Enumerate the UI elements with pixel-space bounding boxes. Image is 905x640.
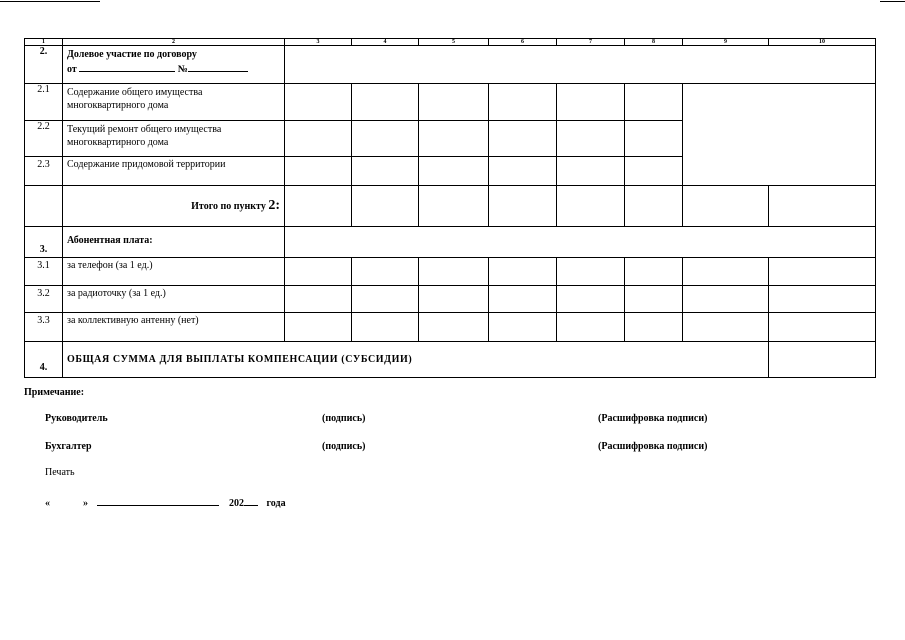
empty-cell (285, 227, 876, 258)
value-cell (557, 258, 625, 286)
value-cell (285, 84, 352, 121)
value-cell (557, 84, 625, 121)
scan-edge (0, 0, 905, 4)
quote-open: « (45, 498, 50, 509)
row-number: 3.1 (25, 258, 63, 286)
value-cell (489, 286, 557, 313)
value-cell (285, 286, 352, 313)
head-signature: (подпись) (322, 413, 366, 424)
merged-empty-cell (683, 84, 876, 186)
value-cell (285, 313, 352, 342)
accountant-label: Бухгалтер (45, 441, 92, 452)
table-row (25, 84, 876, 121)
value-cell (489, 84, 557, 121)
row-number: 2.1 (25, 84, 63, 121)
empty-cell (285, 46, 876, 84)
row-number: 4. (25, 342, 63, 378)
value-cell (683, 258, 769, 286)
subsidy-table (24, 38, 876, 378)
row-text: за коллективную антенну (нет) (63, 313, 285, 342)
value-cell (625, 121, 683, 157)
accountant-decoding: (Расшифровка подписи) (598, 441, 708, 452)
number-blank-line (188, 62, 248, 72)
value-cell (683, 313, 769, 342)
quote-close: » (83, 498, 88, 509)
total-label (63, 186, 285, 227)
table-row (25, 227, 876, 258)
value-cell (419, 121, 489, 157)
col-number: 3 (285, 39, 352, 46)
value-cell (489, 157, 557, 186)
date-line (45, 495, 286, 509)
value-cell (769, 342, 876, 378)
value-cell (419, 258, 489, 286)
value-cell (419, 84, 489, 121)
head-label: Руководитель (45, 413, 108, 424)
row-number: 3. (25, 227, 63, 258)
value-cell (352, 121, 419, 157)
value-cell (557, 286, 625, 313)
total-item-number: 2: (268, 198, 280, 213)
value-cell (285, 121, 352, 157)
column-numbers-row (25, 39, 876, 46)
col-number: 7 (557, 39, 625, 46)
col-number: 4 (352, 39, 419, 46)
row-text: Текущий ремонт общего имущества многоквартирного дома (63, 121, 285, 157)
table-row (25, 286, 876, 313)
year-word: года (266, 498, 286, 509)
value-cell (683, 186, 769, 227)
number-sign: № (177, 64, 188, 75)
total-row (25, 186, 876, 227)
value-cell (625, 313, 683, 342)
row-title (63, 46, 285, 84)
value-cell (489, 121, 557, 157)
col-number: 5 (419, 39, 489, 46)
value-cell (489, 258, 557, 286)
col-number: 2 (63, 39, 285, 46)
row-title: Абонентная плата: (63, 227, 285, 258)
total-text: Итого по пункту (191, 201, 269, 212)
value-cell (769, 313, 876, 342)
value-cell (489, 186, 557, 227)
col-number: 1 (25, 39, 63, 46)
grand-total-label: ОБЩАЯ СУММА ДЛЯ ВЫПЛАТЫ КОМПЕНСАЦИИ (СУБСИДИИ) (63, 342, 769, 378)
value-cell (352, 186, 419, 227)
stamp-label: Печать (45, 467, 75, 478)
value-cell (557, 121, 625, 157)
value-cell (352, 84, 419, 121)
value-cell (769, 286, 876, 313)
col-number: 8 (625, 39, 683, 46)
row-number: 2.3 (25, 157, 63, 186)
value-cell (419, 286, 489, 313)
year-prefix: 202 (229, 498, 244, 509)
value-cell (352, 258, 419, 286)
head-decoding: (Расшифровка подписи) (598, 413, 708, 424)
year-blank-line (244, 495, 258, 506)
value-cell (769, 258, 876, 286)
table-row (25, 46, 876, 84)
row-text: Содержание общего имущества многоквартирного дома (63, 84, 285, 121)
value-cell (285, 157, 352, 186)
contract-share-title: Долевое участие по договору (67, 49, 197, 60)
value-cell (285, 186, 352, 227)
value-cell (352, 157, 419, 186)
month-blank-line (97, 495, 219, 506)
row-text: за радиоточку (за 1 ед.) (63, 286, 285, 313)
value-cell (352, 286, 419, 313)
table-row (25, 313, 876, 342)
col-number: 9 (683, 39, 769, 46)
value-cell (625, 84, 683, 121)
row-number: 2. (25, 46, 63, 84)
value-cell (625, 258, 683, 286)
row-text: за телефон (за 1 ед.) (63, 258, 285, 286)
row-text: Содержание придомовой территории (63, 157, 285, 186)
col-number: 6 (489, 39, 557, 46)
table-row (25, 258, 876, 286)
value-cell (557, 313, 625, 342)
grand-total-row (25, 342, 876, 378)
col-number: 10 (769, 39, 876, 46)
accountant-signature: (подпись) (322, 441, 366, 452)
scan-line (880, 1, 905, 2)
value-cell (683, 286, 769, 313)
value-cell (625, 186, 683, 227)
value-cell (625, 157, 683, 186)
value-cell (557, 157, 625, 186)
row-number: 3.2 (25, 286, 63, 313)
value-cell (557, 186, 625, 227)
value-cell (625, 286, 683, 313)
value-cell (489, 313, 557, 342)
value-cell (352, 313, 419, 342)
empty-cell (25, 186, 63, 227)
value-cell (419, 157, 489, 186)
value-cell (419, 186, 489, 227)
from-label: от (67, 64, 77, 75)
date-blank-line (79, 62, 175, 72)
row-number: 2.2 (25, 121, 63, 157)
value-cell (769, 186, 876, 227)
scan-line (0, 1, 100, 2)
value-cell (419, 313, 489, 342)
row-number: 3.3 (25, 313, 63, 342)
note-title: Примечание: (24, 387, 85, 398)
value-cell (285, 258, 352, 286)
